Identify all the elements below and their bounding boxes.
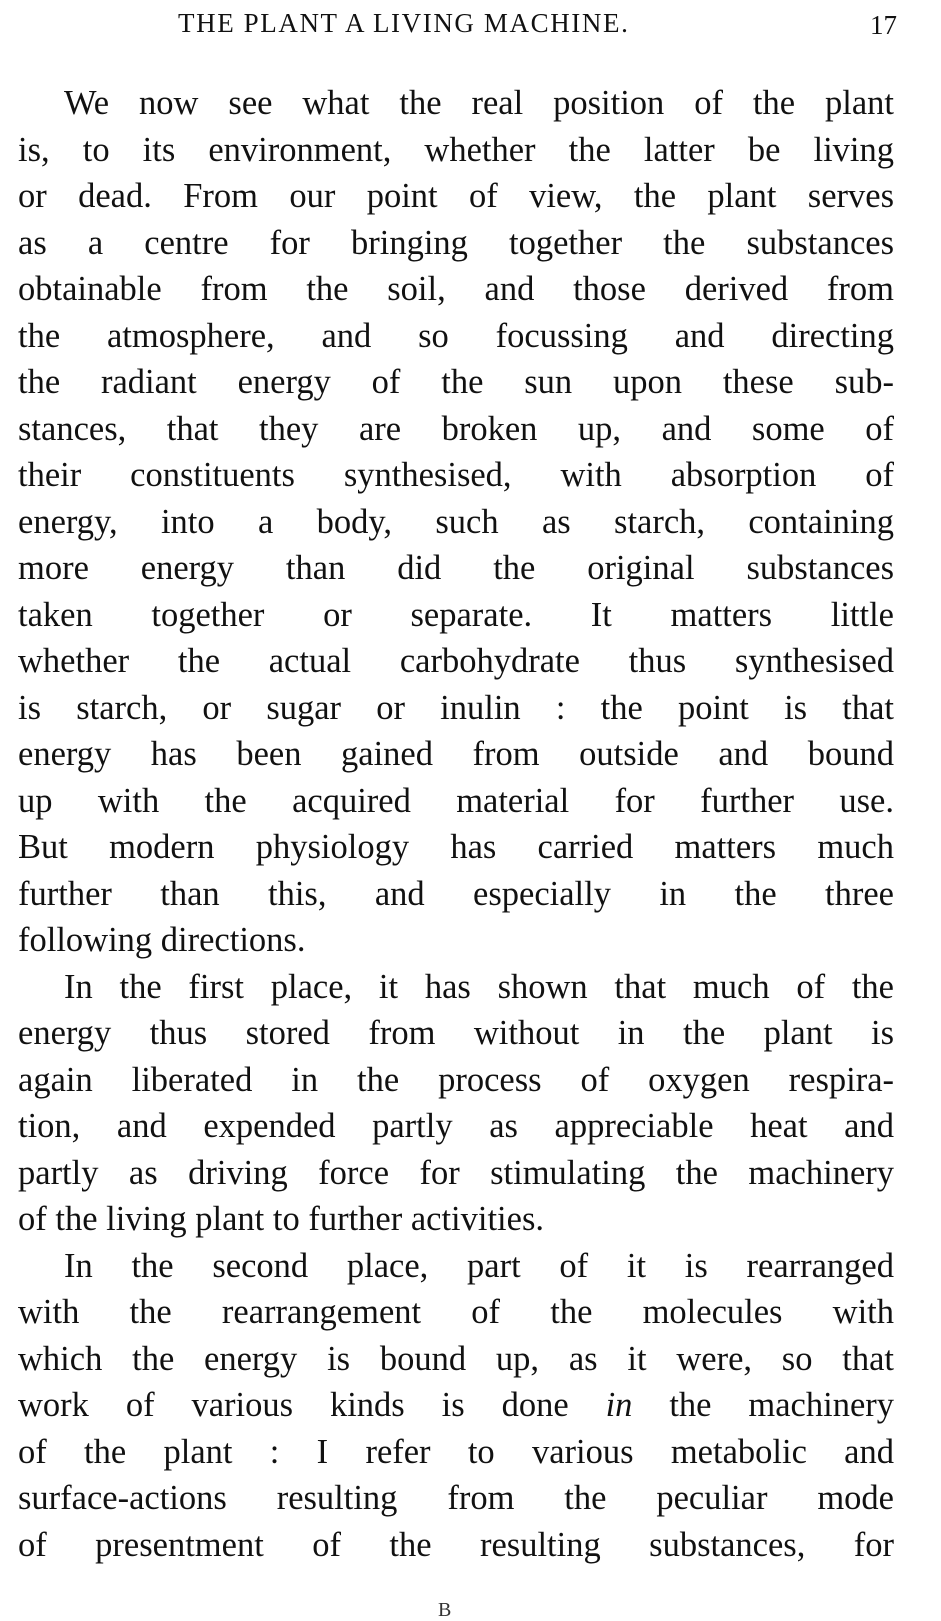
text-line: the radiant energy of the sun upon these sub- bbox=[18, 363, 894, 401]
text-line: which the energy is bound up, as it were, so that bbox=[18, 1339, 894, 1378]
text-line: as a centre for bringing together the substances bbox=[18, 223, 894, 262]
text-line: the atmosphere, and so focussing and directing bbox=[18, 316, 894, 355]
text-line-with-italic bbox=[18, 1382, 894, 1429]
italic-word: in bbox=[605, 1386, 633, 1424]
text-line: of presentment of the resulting substances, for bbox=[18, 1525, 894, 1564]
text-segment: work of various kinds is done bbox=[18, 1386, 606, 1424]
text-line: energy, into a body, such as starch, containing bbox=[18, 502, 894, 541]
signature-mark: B bbox=[438, 1599, 452, 1621]
text-line: But modern physiology has carried matters much bbox=[18, 828, 894, 866]
text-line: of the living plant to further activities. bbox=[18, 1200, 544, 1238]
text-segment: the machinery bbox=[632, 1386, 894, 1424]
text-line: their constituents synthesised, with absorption of bbox=[18, 456, 894, 494]
text-line: In the first place, it has shown that much of the bbox=[64, 967, 894, 1006]
text-line: energy thus stored from without in the plant is bbox=[18, 1014, 894, 1052]
text-line: is, to its environment, whether the latter be living bbox=[18, 130, 894, 169]
text-line: is starch, or sugar or inulin : the point is that bbox=[18, 688, 894, 727]
text-line: following directions. bbox=[18, 921, 306, 959]
running-title: THE PLANT A LIVING MACHINE. bbox=[178, 8, 630, 38]
text-line: We now see what the real position of the plant bbox=[64, 84, 894, 122]
text-line: or dead. From our point of view, the plant serves bbox=[18, 177, 894, 215]
body-text bbox=[18, 80, 894, 1568]
text-line: more energy than did the original substances bbox=[18, 549, 894, 587]
text-line: further than this, and especially in the three bbox=[18, 874, 894, 913]
text-line: energy has been gained from outside and bound bbox=[18, 735, 894, 773]
text-line: In the second place, part of it is rearranged bbox=[64, 1246, 894, 1285]
text-line: tion, and expended partly as appreciable heat and bbox=[18, 1107, 894, 1145]
text-line: of the plant : I refer to various metabolic and bbox=[18, 1432, 894, 1471]
text-line: partly as driving force for stimulating the machinery bbox=[18, 1153, 894, 1192]
text-line: obtainable from the soil, and those derived from bbox=[18, 270, 894, 308]
text-line: again liberated in the process of oxygen respira- bbox=[18, 1060, 894, 1099]
page-number: 17 bbox=[870, 10, 897, 40]
text-line: up with the acquired material for further use. bbox=[18, 781, 894, 820]
text-line: surface-actions resulting from the peculiar mode bbox=[18, 1479, 894, 1517]
text-line: taken together or separate. It matters little bbox=[18, 595, 894, 634]
text-line: whether the actual carbohydrate thus synthesised bbox=[18, 642, 894, 680]
text-line: with the rearrangement of the molecules with bbox=[18, 1293, 894, 1331]
text-line: stances, that they are broken up, and some of bbox=[18, 409, 894, 448]
running-head bbox=[0, 6, 941, 46]
